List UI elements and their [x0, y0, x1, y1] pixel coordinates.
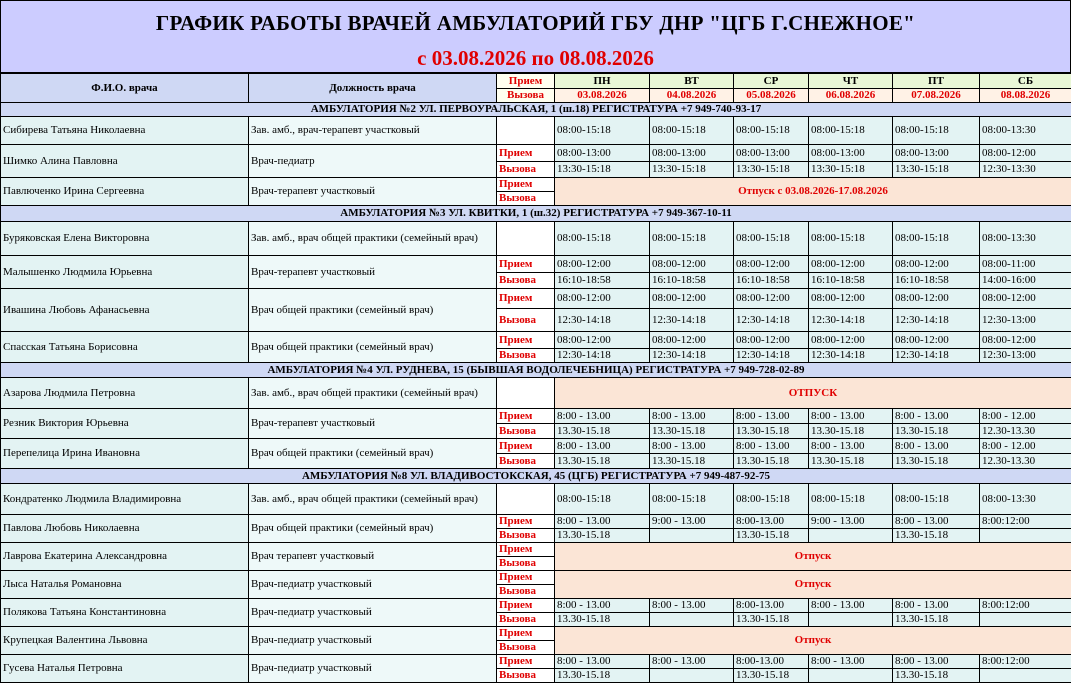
doctor-position: Врач терапевт участковый [249, 543, 497, 571]
priem-label: Прием [497, 409, 555, 424]
schedule-type-label-empty [497, 222, 555, 256]
doctor-row-priem [1, 439, 1071, 454]
priem-time: 8:00 - 13.00 [809, 439, 893, 454]
vyzova-time: 12:30-14:18 [809, 349, 893, 363]
schedule-table [0, 73, 1071, 683]
vyzova-time: 13:30-15:18 [734, 162, 809, 178]
header-priem: Прием [497, 74, 555, 89]
doctor-position: Зав. амб., врач общей практики (семейный врач) [249, 484, 497, 515]
doctor-position: Врач общей практики (семейный врач) [249, 332, 497, 363]
section-header-row [1, 206, 1071, 222]
doctor-name: Спасская Татьяна Борисовна [1, 332, 249, 363]
priem-label: Прием [497, 515, 555, 529]
doctor-row-priem [1, 256, 1071, 273]
priem-time: 8:00 - 13.00 [650, 409, 734, 424]
priem-time: 9:00 - 13.00 [809, 515, 893, 529]
vyzova-time: 12:30-13:00 [980, 309, 1071, 332]
vacation-notice: Отпуск [555, 571, 1071, 599]
vyzova-time [980, 529, 1071, 543]
header-day: ВТ [650, 74, 734, 89]
doctor-position: Врач общей практики (семейный врач) [249, 289, 497, 332]
vyzova-time: 13.30-15.18 [555, 424, 650, 439]
priem-time: 08:00-12:00 [650, 289, 734, 309]
schedule-time: 08:00-15:18 [734, 117, 809, 145]
vyzova-time: 14:00-16:00 [980, 273, 1071, 289]
vyzova-time: 13.30-15.18 [734, 454, 809, 469]
schedule-time: 08:00-15:18 [650, 117, 734, 145]
vyzova-time: 13:30-15:18 [555, 162, 650, 178]
vyzova-time: 13:30-15:18 [809, 162, 893, 178]
header-vyzova: Вызова [497, 89, 555, 103]
priem-time: 08:00-12:00 [650, 332, 734, 349]
priem-time: 8:00 - 13.00 [893, 409, 980, 424]
schedule-time: 08:00-15:18 [555, 222, 650, 256]
doctor-position: Зав. амб., врач общей практики (семейный врач) [249, 378, 497, 409]
doctor-row-priem [1, 571, 1071, 585]
vyzova-time [650, 529, 734, 543]
priem-time: 8:00:12:00 [980, 599, 1071, 613]
vyzova-time: 16:10-18:58 [555, 273, 650, 289]
schedule-type-label-empty [497, 117, 555, 145]
vyzova-time: 12:30-14:18 [809, 309, 893, 332]
vyzova-time: 13.30-15.18 [893, 669, 980, 683]
priem-time: 8:00 - 13.00 [555, 515, 650, 529]
header-day: СБ [980, 74, 1071, 89]
page-title: ГРАФИК РАБОТЫ ВРАЧЕЙ АМБУЛАТОРИЙ ГБУ ДНР "ЦГБ Г.СНЕЖНОЕ" [0, 0, 1071, 46]
vyzova-time: 12.30-13.30 [980, 454, 1071, 469]
priem-time: 08:00-13:00 [734, 145, 809, 162]
doctor-name: Буряковская Елена Викторовна [1, 222, 249, 256]
vyzova-time [980, 613, 1071, 627]
doctor-position: Врач-терапевт участковый [249, 178, 497, 206]
vyzova-time: 13.30-15.18 [555, 454, 650, 469]
schedule-time: 08:00-15:18 [809, 117, 893, 145]
priem-label: Прием [497, 145, 555, 162]
section-title: АМБУЛАТОРИЯ №8 УЛ. ВЛАДИВОСТОКСКАЯ, 45 (ЦГБ) РЕГИСТРАТУРА +7 949-487-92-75 [1, 469, 1071, 484]
vyzova-time: 13.30-15.18 [734, 613, 809, 627]
doctor-name: Лаврова Екатерина Александровна [1, 543, 249, 571]
priem-time: 08:00-13:00 [650, 145, 734, 162]
doctor-position: Врач-педиатр участковый [249, 571, 497, 599]
priem-time: 8:00 - 13.00 [650, 655, 734, 669]
vyzova-label: Вызова [497, 162, 555, 178]
priem-time: 08:00-12:00 [809, 332, 893, 349]
vyzova-time: 13.30-15.18 [734, 669, 809, 683]
vyzova-time: 13.30-15.18 [809, 454, 893, 469]
priem-time: 8:00 - 13.00 [555, 409, 650, 424]
schedule-time: 08:00-13:30 [980, 117, 1071, 145]
priem-label: Прием [497, 543, 555, 557]
vyzova-time [650, 613, 734, 627]
vyzova-time: 13.30-15.18 [650, 424, 734, 439]
doctor-row-priem [1, 178, 1071, 192]
schedule-time: 08:00-15:18 [809, 222, 893, 256]
doctor-name: Полякова Татьяна Константиновна [1, 599, 249, 627]
doctor-position: Врач-педиатр [249, 145, 497, 178]
header-name: Ф.И.О. врача [1, 74, 249, 103]
vyzova-time [809, 529, 893, 543]
vyzova-time [650, 669, 734, 683]
header-date: 03.08.2026 [555, 89, 650, 103]
priem-time: 08:00-12:00 [555, 289, 650, 309]
vyzova-time: 13.30-15.18 [893, 454, 980, 469]
priem-time: 8:00 - 13.00 [809, 409, 893, 424]
vyzova-time: 12:30-14:18 [893, 349, 980, 363]
doctor-name: Ивашина Любовь Афанасьевна [1, 289, 249, 332]
header-day: ЧТ [809, 74, 893, 89]
priem-time: 08:00-12:00 [893, 289, 980, 309]
priem-time: 08:00-12:00 [555, 256, 650, 273]
vyzova-time: 12:30-14:18 [555, 309, 650, 332]
vyzova-time: 13.30-15.18 [809, 424, 893, 439]
schedule-time: 08:00-15:18 [893, 484, 980, 515]
header-date: 06.08.2026 [809, 89, 893, 103]
schedule-time: 08:00-13:30 [980, 484, 1071, 515]
schedule-time: 08:00-15:18 [734, 222, 809, 256]
vyzova-time: 13.30-15.18 [893, 424, 980, 439]
doctor-row-priem [1, 599, 1071, 613]
section-title: АМБУЛАТОРИЯ №2 УЛ. ПЕРВОУРАЛЬСКАЯ, 1 (ш.18) РЕГИСТРАТУРА +7 949-740-93-17 [1, 103, 1071, 117]
vyzova-label: Вызова [497, 529, 555, 543]
vyzova-time: 12:30-14:18 [734, 309, 809, 332]
priem-time: 08:00-11:00 [980, 256, 1071, 273]
header-day: ПТ [893, 74, 980, 89]
vyzova-label: Вызова [497, 273, 555, 289]
priem-time: 8:00 - 13.00 [650, 599, 734, 613]
priem-time: 8:00:12:00 [980, 655, 1071, 669]
vacation-notice: Отпуск с 03.08.2026-17.08.2026 [555, 178, 1071, 206]
priem-time: 8:00 - 13.00 [734, 409, 809, 424]
header-date: 04.08.2026 [650, 89, 734, 103]
schedule-time: 08:00-15:18 [555, 484, 650, 515]
doctor-name: Лыса Наталья Романовна [1, 571, 249, 599]
doctor-row-priem [1, 543, 1071, 557]
priem-time: 8:00 - 13.00 [893, 439, 980, 454]
schedule-time: 08:00-15:18 [893, 117, 980, 145]
vyzova-time: 13:30-15:18 [650, 162, 734, 178]
priem-label: Прием [497, 332, 555, 349]
doctor-position: Врач-терапевт участковый [249, 256, 497, 289]
doctor-row [1, 222, 1071, 256]
doctor-name: Перепелица Ирина Ивановна [1, 439, 249, 469]
vyzova-label: Вызова [497, 585, 555, 599]
priem-time: 8:00 - 13.00 [809, 599, 893, 613]
doctor-row-priem [1, 289, 1071, 309]
priem-label: Прием [497, 655, 555, 669]
priem-time: 8:00-13.00 [734, 599, 809, 613]
schedule-type-label-empty [497, 484, 555, 515]
priem-time: 8:00 - 13.00 [650, 439, 734, 454]
vyzova-time: 12:30-14:18 [734, 349, 809, 363]
doctor-row-priem [1, 655, 1071, 669]
vyzova-time: 16:10-18:58 [650, 273, 734, 289]
vyzova-time: 13.30-15.18 [555, 669, 650, 683]
vyzova-time: 13.30-15.18 [734, 424, 809, 439]
priem-time: 08:00-12:00 [980, 289, 1071, 309]
schedule-time: 08:00-15:18 [650, 222, 734, 256]
priem-time: 08:00-12:00 [734, 256, 809, 273]
vyzova-label: Вызова [497, 192, 555, 206]
priem-time: 08:00-12:00 [980, 145, 1071, 162]
doctor-row [1, 484, 1071, 515]
priem-time: 08:00-12:00 [555, 332, 650, 349]
priem-time: 08:00-13:00 [555, 145, 650, 162]
vyzova-label: Вызова [497, 424, 555, 439]
priem-time: 8:00 - 13.00 [893, 599, 980, 613]
vyzova-time: 13.30-15.18 [893, 529, 980, 543]
doctor-row-priem [1, 627, 1071, 641]
priem-time: 08:00-13:00 [893, 145, 980, 162]
vyzova-time: 12:30-14:18 [650, 349, 734, 363]
priem-time: 08:00-12:00 [893, 256, 980, 273]
section-title: АМБУЛАТОРИЯ №3 УЛ. КВИТКИ, 1 (ш.32) РЕГИСТРАТУРА +7 949-367-10-11 [1, 206, 1071, 222]
schedule-time: 08:00-15:18 [809, 484, 893, 515]
doctor-position: Врач общей практики (семейный врач) [249, 515, 497, 543]
doctor-position: Врач-педиатр участковый [249, 627, 497, 655]
priem-time: 8:00:12:00 [980, 515, 1071, 529]
section-header-row [1, 469, 1071, 484]
header-date: 07.08.2026 [893, 89, 980, 103]
doctor-name: Шимко Алина Павловна [1, 145, 249, 178]
vyzova-time: 12:30-13:00 [980, 349, 1071, 363]
priem-time: 9:00 - 13.00 [650, 515, 734, 529]
priem-time: 08:00-12:00 [734, 289, 809, 309]
priem-label: Прием [497, 256, 555, 273]
priem-time: 08:00-12:00 [734, 332, 809, 349]
priem-time: 8:00-13.00 [734, 515, 809, 529]
vyzova-time: 13.30-15.18 [734, 529, 809, 543]
vyzova-time: 13.30-15.18 [555, 529, 650, 543]
priem-time: 08:00-13:00 [809, 145, 893, 162]
section-title: АМБУЛАТОРИЯ №4 УЛ. РУДНЕВА, 15 (БЫВШАЯ ВОДОЛЕЧЕБНИЦА) РЕГИСТРАТУРА +7 949-728-02-89 [1, 363, 1071, 378]
vacation-notice: ОТПУСК [555, 378, 1071, 409]
vyzova-time: 16:10-18:58 [734, 273, 809, 289]
priem-time: 8:00 - 13.00 [809, 655, 893, 669]
doctor-name: Крупецкая Валентина Львовна [1, 627, 249, 655]
vyzova-time: 12:30-14:18 [650, 309, 734, 332]
doctor-row-priem [1, 332, 1071, 349]
priem-time: 8:00 - 13.00 [555, 439, 650, 454]
vyzova-time: 12:30-14:18 [893, 309, 980, 332]
priem-time: 8:00 - 13.00 [893, 655, 980, 669]
priem-time: 08:00-12:00 [809, 256, 893, 273]
vyzova-time: 16:10-18:58 [893, 273, 980, 289]
priem-time: 8:00 - 12.00 [980, 439, 1071, 454]
vyzova-time [980, 669, 1071, 683]
header-day: СР [734, 74, 809, 89]
priem-time: 8:00 - 13.00 [555, 655, 650, 669]
schedule-time: 08:00-13:30 [980, 222, 1071, 256]
header-date: 08.08.2026 [980, 89, 1071, 103]
priem-time: 8:00 - 12.00 [980, 409, 1071, 424]
doctor-name: Малышенко Людмила Юрьевна [1, 256, 249, 289]
header-position: Должность врача [249, 74, 497, 103]
schedule-time: 08:00-15:18 [555, 117, 650, 145]
doctor-position: Зав. амб., врач общей практики (семейный врач) [249, 222, 497, 256]
vyzova-label: Вызова [497, 454, 555, 469]
doctor-row-priem [1, 409, 1071, 424]
vacation-notice: Отпуск [555, 627, 1071, 655]
priem-time: 08:00-12:00 [809, 289, 893, 309]
schedule-time: 08:00-15:18 [734, 484, 809, 515]
schedule-time: 08:00-15:18 [650, 484, 734, 515]
doctor-position: Врач-педиатр участковый [249, 655, 497, 683]
priem-time: 08:00-12:00 [980, 332, 1071, 349]
schedule-time: 08:00-15:18 [893, 222, 980, 256]
vyzova-time: 13.30-15.18 [893, 613, 980, 627]
vyzova-label: Вызова [497, 349, 555, 363]
priem-label: Прием [497, 439, 555, 454]
vyzova-label: Вызова [497, 641, 555, 655]
header-row-days [1, 74, 1071, 89]
vyzova-time: 12.30-13.30 [980, 424, 1071, 439]
priem-time: 08:00-12:00 [650, 256, 734, 273]
section-header-row [1, 363, 1071, 378]
doctor-name: Павлова Любовь Николаевна [1, 515, 249, 543]
priem-time: 8:00-13.00 [734, 655, 809, 669]
vyzova-label: Вызова [497, 613, 555, 627]
doctor-row-priem [1, 515, 1071, 529]
vyzova-time: 13:30-15:18 [893, 162, 980, 178]
doctor-position: Врач-педиатр участковый [249, 599, 497, 627]
vyzova-time: 12:30-13:30 [980, 162, 1071, 178]
vyzova-label: Вызова [497, 309, 555, 332]
doctor-name: Кондратенко Людмила Владимировна [1, 484, 249, 515]
doctor-name: Сибирева Татьяна Николаевна [1, 117, 249, 145]
priem-label: Прием [497, 178, 555, 192]
vyzova-label: Вызова [497, 669, 555, 683]
doctor-row [1, 117, 1071, 145]
priem-time: 08:00-12:00 [893, 332, 980, 349]
vyzova-time: 13.30-15.18 [555, 613, 650, 627]
priem-label: Прием [497, 289, 555, 309]
priem-label: Прием [497, 627, 555, 641]
vyzova-time: 12:30-14:18 [555, 349, 650, 363]
doctor-name: Гусева Наталья Петровна [1, 655, 249, 683]
doctor-row [1, 378, 1071, 409]
doctor-position: Врач-терапевт участковый [249, 409, 497, 439]
doctor-name: Азарова Людмила Петровна [1, 378, 249, 409]
header-date: 05.08.2026 [734, 89, 809, 103]
period-label: с 03.08.2026 по 08.08.2026 [0, 45, 1071, 73]
doctor-position: Зав. амб., врач-терапевт участковый [249, 117, 497, 145]
doctor-name: Павлюченко Ирина Сергеевна [1, 178, 249, 206]
vyzova-time: 13.30-15.18 [650, 454, 734, 469]
priem-time: 8:00 - 13.00 [893, 515, 980, 529]
doctor-position: Врач общей практики (семейный врач) [249, 439, 497, 469]
doctor-name: Резник Виктория Юрьевна [1, 409, 249, 439]
priem-time: 8:00 - 13.00 [734, 439, 809, 454]
vyzova-time: 16:10-18:58 [809, 273, 893, 289]
vacation-notice: Отпуск [555, 543, 1071, 571]
priem-label: Прием [497, 571, 555, 585]
priem-label: Прием [497, 599, 555, 613]
header-day: ПН [555, 74, 650, 89]
doctor-row-priem [1, 145, 1071, 162]
schedule-type-label-empty [497, 378, 555, 409]
vyzova-time [809, 669, 893, 683]
section-header-row [1, 103, 1071, 117]
priem-time: 8:00 - 13.00 [555, 599, 650, 613]
vyzova-label: Вызова [497, 557, 555, 571]
vyzova-time [809, 613, 893, 627]
